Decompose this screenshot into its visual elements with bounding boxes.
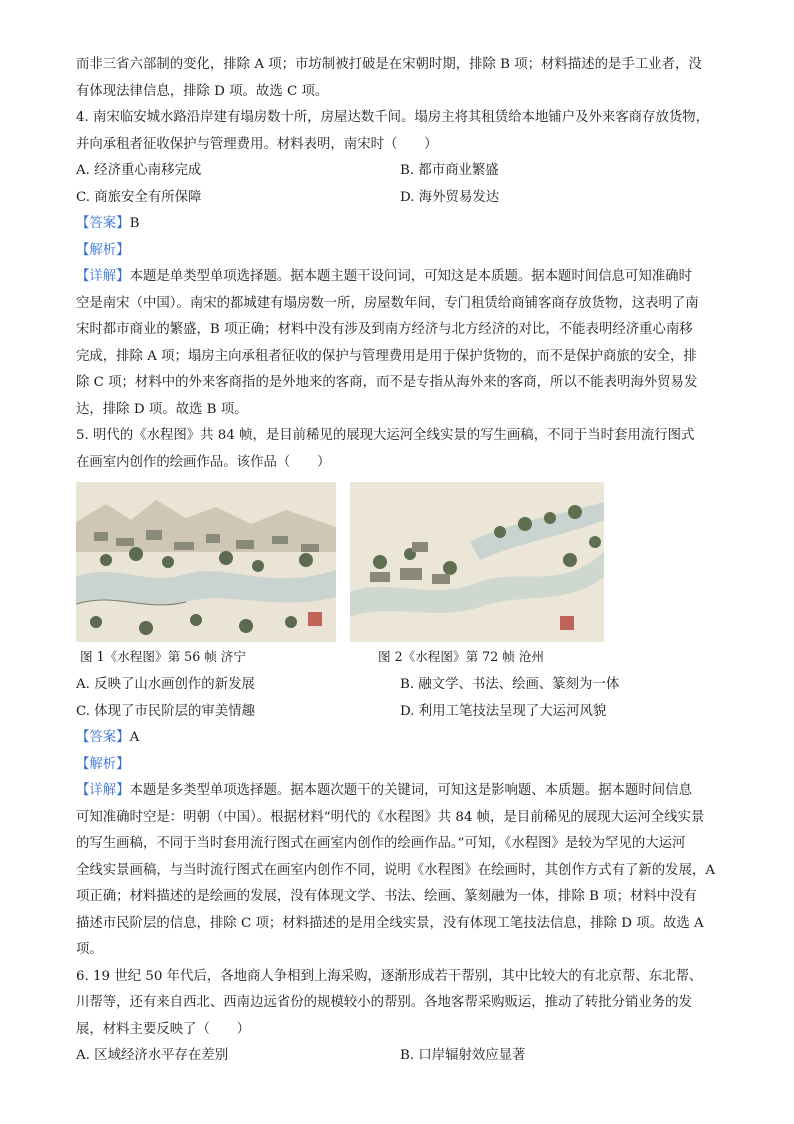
figure-1-caption: 图 1《水程图》第 56 帧 济宁 [80,649,246,664]
answer-value: B [129,216,140,231]
q4-stem: 并向承租者征收保护与管理费用。材料表明，南宋时（ ） [76,136,438,152]
q6-stem: 川帮等，还有来自西北、西南边远省份的规模较小的帮别。各地客帮采购贩运，推动了转批分销业务的发 [76,995,692,1010]
q4-option-b: B. 都市商业繁盛 [400,163,499,178]
q6-stem: 展，材料主要反映了（ ） [76,1021,251,1037]
q5-detail: 描述市民阶层的信息，排除 C 项；材料描述的是用全线实景，没有体现工笔技法信息，排除 D 项。故选 A [76,915,704,931]
answer-tag: 【答案】 [76,216,130,231]
q5-figures [76,482,728,642]
q4-detail: 完成，排除 A 项；塌房主向承租者征收的保护与管理费用是用于保护货物的，而不是保护商旅的安全，排 [76,348,697,364]
detail-tag: 【详解】 [76,783,130,798]
q4-answer [76,211,728,238]
q5-options-row [76,699,728,726]
q4-options-row [76,158,728,185]
figure-2-painting [350,482,604,642]
q4-detail: 宋时都市商业的繁盛，B 项正确；材料中没有涉及到南方经济与北方经济的对比，不能表明经济重心南移 [76,322,693,337]
q4-detail: 【详解】本题是单类型单项选择题。据本题主题干设问词，可知这是本质题。据本题时间信息可知准确时 [76,269,692,284]
q5-detail: 的写生画稿，不同于当时套用流行图式在画室内创作的绘画作品。”可知，《水程图》是较为罕见的大运河 [76,836,686,851]
q5-options-row [76,672,728,699]
q6-options-row [76,1043,728,1070]
intro-line: 有体现法律信息，排除 D 项。故选 C 项。 [76,83,329,99]
q5-answer [76,725,728,752]
analysis-tag: 【解析】 [76,242,130,258]
q5-option-a: A. 反映了山水画创作的新发展 [76,677,255,692]
q5-stem: 在画室内创作的绘画作品。该作品（ ） [76,454,331,470]
q6-stem: 6. 19 世纪 50 年代后，各地商人争相到上海采购，逐渐形成若干帮别，其中比较大的有北京帮、东北帮、 [76,968,703,984]
q5-option-b: B. 融文学、书法、绘画、篆刻为一体 [400,677,620,692]
figure-2-caption: 图 2《水程图》第 72 帧 沧州 [378,649,544,664]
figure-1-painting [76,482,336,642]
q5-detail: 项。 [76,942,103,957]
q4-options-row [76,185,728,212]
q4-option-d: D. 海外贸易发达 [400,189,500,205]
q5-detail: 项正确；材料描述的是绘画的发展，没有体现文学、书法、绘画、篆刻融为一体，排除 B 项；材料中没有 [76,889,697,904]
q4-option-c: C. 商旅安全有所保障 [76,189,202,205]
q4-stem: 4. 南宋临安城水路沿岸建有塌房数十所，房屋达数千间。塌房主将其租赁给本地铺户及外来客商存放货物， [76,110,709,125]
q4-detail: 达，排除 D 项。故选 B 项。 [76,401,248,417]
q5-figure-captions [76,642,728,672]
q5-detail: 全线实景画稿，与当时流行图式在画室内创作不同，说明《水程图》在绘画时，其创作方式有了新的发展，A [76,862,716,878]
q4-analysis [76,238,728,265]
intro-line: 而非三省六部制的变化，排除 A 项；市坊制被打破是在宋朝时期，排除 B 项；材料描述的是手工业者，没 [76,57,702,72]
jining-landscape-illustration [76,482,336,642]
document-page [76,52,728,1070]
q6-option-a: A. 区域经济水平存在差别 [76,1048,229,1063]
q5-option-d: D. 利用工笔技法呈现了大运河风貌 [400,703,607,719]
q5-detail: 可知准确时空是：明朝（中国）。根据材料“明代的《水程图》共 84 帧，是目前稀见的展现大运河全线实景 [76,809,705,825]
q5-stem: 5. 明代的《水程图》共 84 帧，是目前稀见的展现大运河全线实景的写生画稿，不同于当时套用流行图式 [76,428,695,443]
cangzhou-landscape-illustration [350,482,604,642]
q5-option-c: C. 体现了市民阶层的审美情趣 [76,703,255,719]
q4-detail: 除 C 项；材料中的外来客商指的是外地来的客商，而不是专指从海外来的客商，所以不能表明海外贸易发 [76,375,698,390]
detail-tag: 【详解】 [76,269,130,284]
q4-option-a: A. 经济重心南移完成 [76,163,202,178]
answer-tag: 【答案】 [76,730,130,745]
answer-value: A [129,730,140,745]
q6-option-b: B. 口岸辐射效应显著 [400,1048,526,1063]
q5-analysis [76,752,728,779]
q5-detail: 【详解】本题是多类型单项选择题。据本题次题干的关键词，可知这是影响题、本质题。据本题时间信息 [76,783,692,798]
analysis-tag: 【解析】 [76,756,130,772]
q4-detail: 空是南宋（中国）。南宋的都城建有塌房数一所，房屋数年间，专门租赁给商铺客商存放货物，这表明了南 [76,295,699,311]
